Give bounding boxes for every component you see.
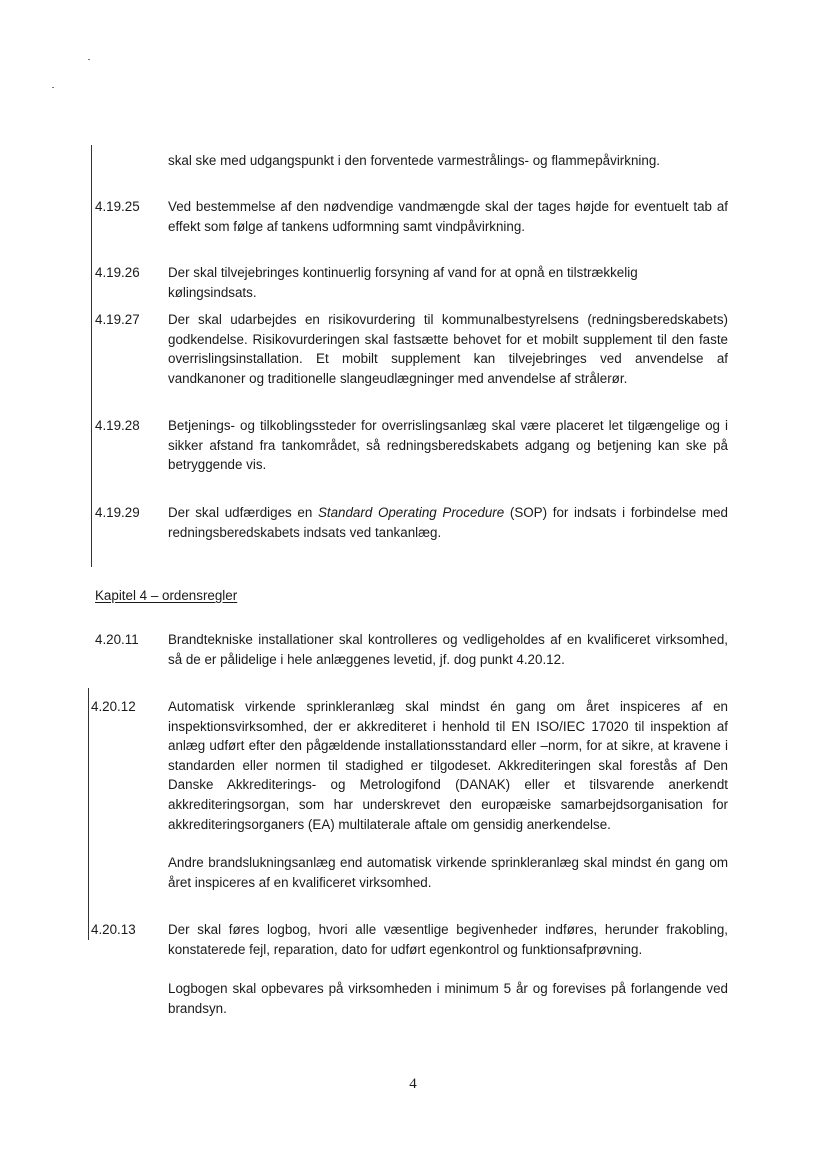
section-number: 4.19.28 [95,418,140,433]
section-number: 4.20.12 [91,699,136,714]
section-text: Betjenings- og tilkoblingssteder for overrislingsanlæg skal være placeret let tilgængelige og i sikker afstand fra tankområdet, så redningsberedskabets adgang og betjening kan ske på betryggende vis. [168,418,728,473]
section-text [168,503,728,542]
section-text: Der skal udarbejdes en risikovurdering til kommunalbestyrelsens (redningsberedskabets) godkendelse. Risikovurderingen skal fastsætte behovet for et mobilt supplement til den faste overrislingsinstallation. Et mobilt supplement kan tilvejebringes ved anvendelse af vandkanoner og traditionelle slangeudlægninger med anvendelse af strålerør. [168,312,728,386]
page-number: 4 [409,1076,417,1092]
section-number: 4.19.27 [95,312,140,327]
section-number: 4.19.25 [95,199,140,214]
text-segment: (SOP) for indsats i forbindelse med redningsberedskabets indsats ved tankanlæg. [168,505,728,540]
scan-speck [88,59,90,60]
section-number: 4.19.29 [95,505,140,520]
italic-term: Standard Operating Procedure [317,505,505,520]
text-segment: Der skal udfærdiges en [168,505,318,520]
revision-bar [88,688,89,940]
revision-bar [91,145,92,567]
chapter-heading: Kapitel 4 – ordensregler [95,588,238,603]
section-text: Andre brandslukningsanlæg end automatisk virkende sprinkleranlæg skal mindst én gang om året inspiceres af en kvalificeret virksomhed. [168,855,728,890]
section-number: 4.20.11 [95,632,139,647]
section-number: 4.20.13 [91,922,136,937]
section-text: Logbogen skal opbevares på virksomheden i minimum 5 år og forevises på forlangende ved brandsyn. [168,981,728,1016]
continuation-text: skal ske med udgangspunkt i den forventede varmestrålings- og flammepåvirkning. [168,153,660,168]
section-text: Automatisk virkende sprinkleranlæg skal mindst én gang om året inspiceres af en inspektionsvirksomhed, der er akkrediteret i henhold til EN ISO/IEC 17020 til inspektion af anlæg udført efter den pågældende installationsstandard eller –norm, for at sikre, at kravene i standarden eller normen til stadighed er tilgodeset. Akkrediteringen skal forestås af Den Danske Akkrediterings- og Metrologifond (DANAK) eller et tilsvarende anerkendt akkrediteringsorgan, som har underskrevet den europæiske samarbejdsorganisation for akkrediteringsorganers (EA) multilaterale aftale om gensidig anerkendelse. [168,699,728,832]
section-text: Der skal tilvejebringes kontinuerlig forsyning af vand for at opnå en tilstrækkelig kølingsindsats. [168,265,638,300]
scan-speck [52,87,54,88]
section-text: Ved bestemmelse af den nødvendige vandmængde skal der tages højde for eventuelt tab af effekt som følge af tankens udformning samt vindpåvirkning. [168,199,728,234]
section-text: Der skal føres logbog, hvori alle væsentlige begivenheder indføres, herunder frakobling, konstaterede fejl, reparation, dato for udført egenkontrol og funktionsafprøvning. [168,922,728,957]
section-number: 4.19.26 [95,265,140,280]
section-text: Brandtekniske installationer skal kontrolleres og vedligeholdes af en kvalificeret virksomhed, så de er pålidelige i hele anlæggenes levetid, jf. dog punkt 4.20.12. [168,632,728,667]
